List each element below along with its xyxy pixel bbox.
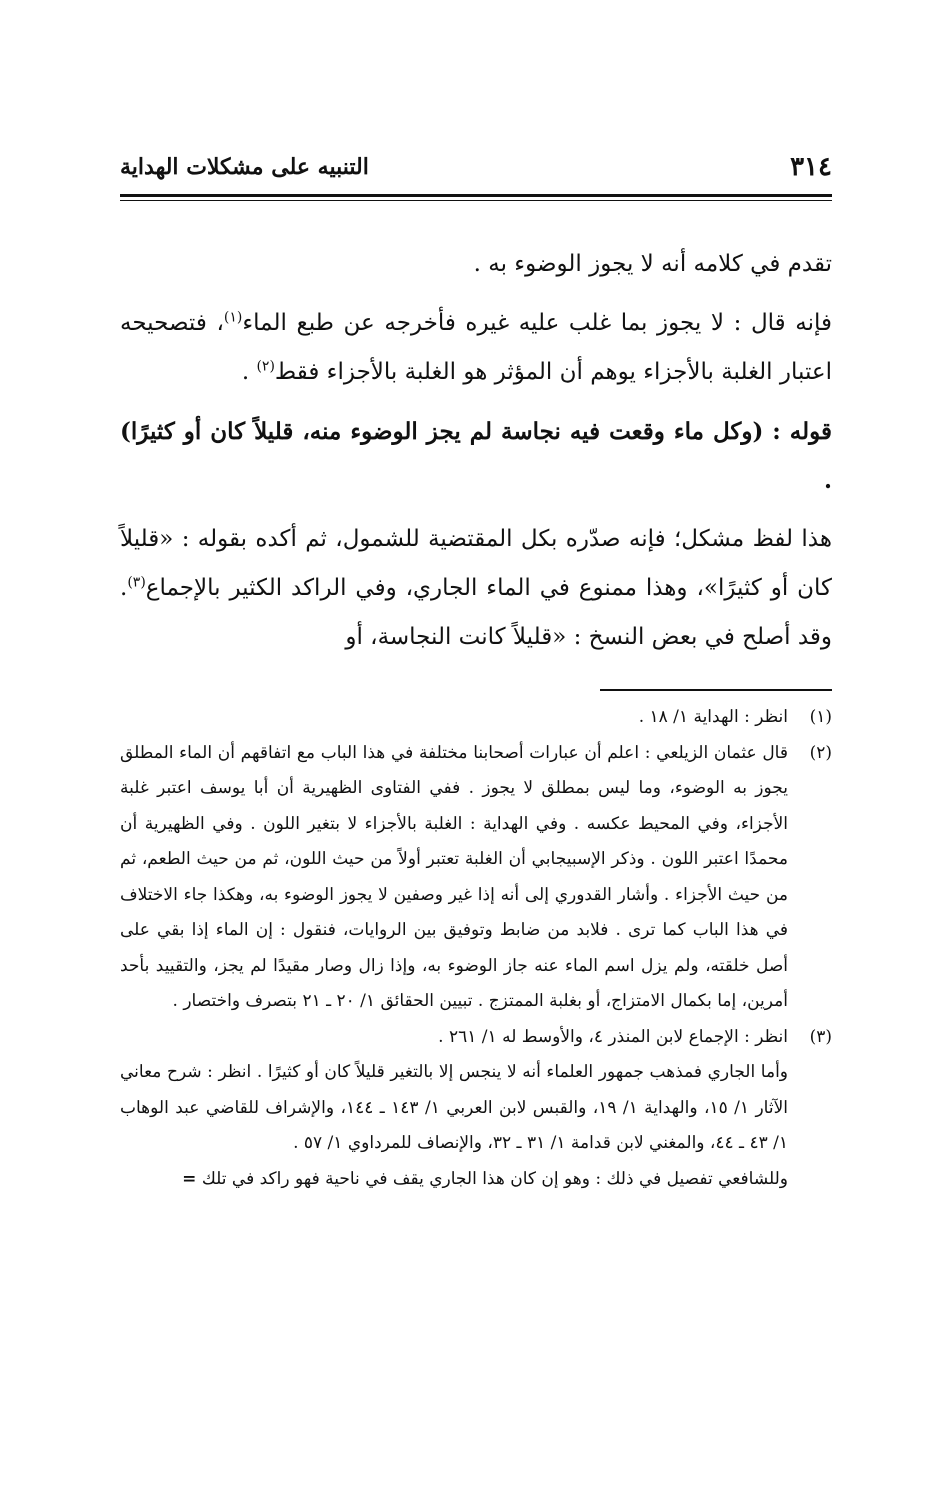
footnote-text: قال عثمان الزيلعي : اعلم أن عبارات أصحابنا مختلفة في هذا الباب مع اتفاقهم أن الماء المطلق يجوز به الوضوء، وما ليس بمطلق لا يجوز . ففي الفتاوى الظهيرية أن أبا يوسف اعتبر غلبة الأجزاء، وفي المحيط عكسه . وفي الهداية : الغلبة بالأجزاء لا بتغير اللون . وفي الظهيرية أن محمدًا اعتبر اللون . وذكر الإسبيجابي أن الغلبة تعتبر أولاً من حيث اللون، ثم من حيث الطعم، ثم من حيث الأجزاء . وأشار القدوري إلى أنه إذا غير وصفين لا يجوز الوضوء به، وهكذا جاء الاختلاف في هذا الباب كما ترى . فلابد من ضابط وتوفيق بين الروايات، فنقول : إن الماء إذا بقي على أصل خلقته، ولم يزل اسم الماء عنه جاز الوضوء به، وإذا زال وصار مقيدًا لم يجز، والتقييد بأحد أمرين، إما بكمال الامتزاج، أو بغلبة الممتزج . تبيين الحقائق ١/ ٢٠ ـ ٢١ بتصرف واختصار . xyxy=(120,742,788,1011)
running-title: التنبيه على مشكلات الهداية xyxy=(120,154,369,180)
paragraph-2-part-a: فإنه قال : لا يجوز بما غلب عليه غيره فأخرجه عن طبع الماء xyxy=(242,310,832,336)
footnote-1 xyxy=(120,700,832,736)
footnote-number: (١) xyxy=(809,707,832,727)
footnote-number: (٣) xyxy=(809,1026,832,1047)
continuation-mark: = xyxy=(182,1168,197,1189)
page-number: ٣١٤ xyxy=(790,152,832,182)
paragraph-2-part-c: . xyxy=(241,359,257,385)
footnote-ref-3: (٣) xyxy=(127,574,146,591)
footnote-text: انظر : الإجماع لابن المنذر ٤، والأوسط له ١/ ٢٦١ . xyxy=(438,1026,788,1047)
paragraph-2 xyxy=(120,299,832,397)
footnote-ref-2: (٢) xyxy=(256,358,275,375)
footnote-separator xyxy=(600,689,832,691)
footnote-2 xyxy=(120,736,832,1020)
paragraph-4 xyxy=(120,515,832,662)
paragraph-4-part-b: . وقد أصلح في بعض النسخ : «قليلاً كانت النجاسة، أو xyxy=(120,575,832,650)
footnote-3-continuation: وأما الجاري فمذهب جمهور العلماء أنه لا ينجس إلا بالتغير قليلاً كان أو كثيرًا . انظر : شرح معاني الآثار ١/ ١٥، والهداية ١/ ١٩، والقبس لابن العربي ١/ ١٤٣ ـ ١٤٤، والإشراف للقاضي عبد الوهاب ١/ ٤٣ ـ ٤٤، والمغني لابن قدامة ١/ ٣١ ـ ٣٢، والإنصاف للمرداوي ١/ ٥٧ . xyxy=(120,1062,788,1153)
footnote-ref-1: (١) xyxy=(223,309,243,326)
footnote-text: انظر : الهداية ١/ ١٨ . xyxy=(638,707,788,727)
paragraph-3-quote: قوله : (وكل ماء وقعت فيه نجاسة لم يجز الوضوء منه، قليلاً كان أو كثيرًا) . xyxy=(120,418,832,494)
paragraph-4-part-a: هذا لفظ مشكل؛ فإنه صدّره بكل المقتضية للشمول، ثم أكده بقوله : «قليلاً كان أو كثيرًا»، وهذا ممنوع في الماء الجاري، وفي الراكد الكثير بالإجماع xyxy=(120,526,832,601)
footnote-3-continuation-2 xyxy=(120,1162,832,1198)
paragraph-1: تقدم في كلامه أنه لا يجوز الوضوء به . xyxy=(473,251,832,277)
main-text xyxy=(120,240,832,672)
paragraph-2-part-b: ، فتصحيحه اعتبار الغلبة بالأجزاء يوهم أن المؤثر هو الغلبة بالأجزاء فقط xyxy=(120,310,832,385)
page-header xyxy=(120,150,832,190)
footnote-continuation-text: وللشافعي تفصيل في ذلك : وهو إن كان هذا الجاري يقف في ناحية فهو راكد في تلك xyxy=(201,1168,788,1189)
header-rule-thin xyxy=(120,200,832,201)
header-rule-thick xyxy=(120,194,832,197)
footnote-3 xyxy=(120,1020,832,1056)
footnotes xyxy=(120,700,832,1197)
footnote-number: (٢) xyxy=(809,742,832,763)
